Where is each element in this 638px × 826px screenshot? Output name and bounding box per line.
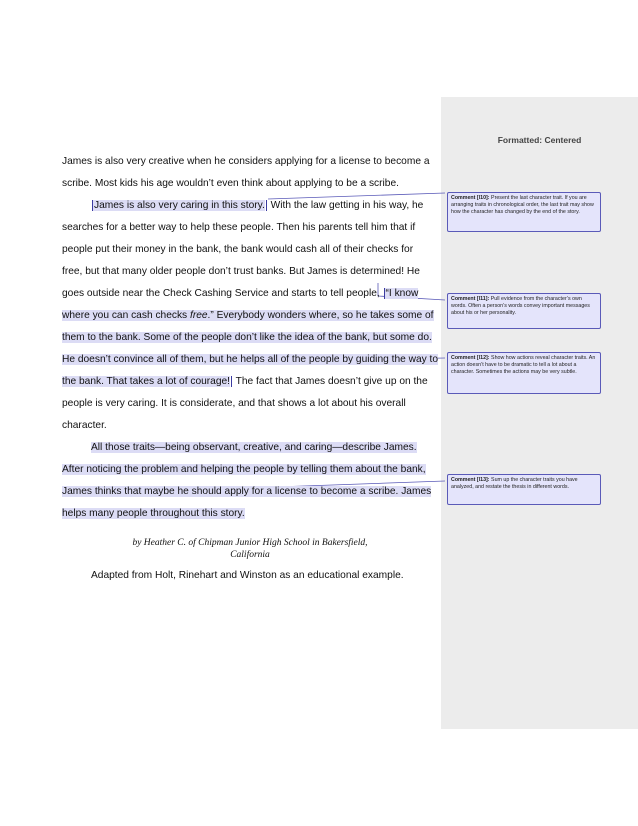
paragraph-line: James is also very creative when he considers applying for a license to become a [62,156,430,167]
highlighted-text[interactable]: them to the bank. Some of the people don’t like the idea of the bank, but some do. [62,332,432,343]
comment-anchor: With the law getting in his way, he [267,200,424,211]
comment-l12[interactable] [447,352,601,394]
comment-l13[interactable] [447,474,601,505]
highlighted-text[interactable]: After noticing the problem and helping the people by telling them about the bank, [62,464,426,475]
paragraph-line: searches for a better way to help these people. Then his parents tell him that if [62,222,416,233]
paragraph-line: people put their money in the bank, the bank would cash all of their checks for [62,244,414,255]
comment-text: Present the last character trait. If you are arranging traits in chronological order, the last trait may show how the character has changed by the end of the story. [451,195,594,215]
highlighted-italic[interactable]: free [189,310,208,321]
highlighted-text[interactable]: helps many people throughout this story. [62,508,245,519]
paragraph-line [62,309,434,323]
paragraph-line: scribe. Most kids his age wouldn’t even think about applying to be a scribe. [62,178,399,189]
paragraph-line [62,375,428,389]
highlighted-text[interactable]: the bank. That takes a lot of courage! [62,376,231,387]
paragraph-line [62,287,418,301]
paragraph-line: free, but that many older people don’t trust banks. But James is determined! He [62,266,420,277]
highlighted-text[interactable]: James is also very caring in this story. [94,200,265,211]
paragraph-line [91,441,417,455]
paragraph-line [62,485,431,499]
comment-text: Pull evidence from the character’s own words. Often a person’s words convey important messages about his or her personality. [451,296,590,316]
paragraph-line: character. [62,420,107,431]
comment-title: Comment [l10]: [451,195,490,201]
author-credit-line: by Heather C. of Chipman Junior High School in Bakersfield, [132,538,368,548]
highlighted-text[interactable]: All those traits—being observant, creative, and caring—describe James. [91,442,417,453]
paragraph-line [91,199,423,213]
formatting-note: Formatted: Centered [497,135,582,145]
comment-title: Comment [l12]: [451,355,490,361]
paragraph-line: people is very caring. It is considerate, and that shows a lot about his overall [62,398,406,409]
highlighted-text[interactable]: He doesn’t convince all of them, but he helps all of the people by guiding the way to [62,354,439,365]
highlighted-text[interactable]: “I know [385,288,419,299]
paragraph-line [62,331,432,345]
paragraph-line [62,353,438,367]
paragraph-line [62,463,426,477]
comment-anchor: The fact that James doesn’t give up on the [233,376,428,387]
highlighted-text[interactable]: where you can cash checks [62,310,190,321]
paragraph-line [62,507,245,521]
highlighted-text[interactable]: Everybody wonders where, so he takes some of [213,310,434,321]
comment-text: Sum up the character traits you have analyzed, and restate the thesis in different words. [451,477,578,490]
comment-title: Comment [l11]: [451,296,490,302]
source-note: Adapted from Holt, Rinehart and Winston as an educational example. [91,570,404,581]
highlighted-text[interactable]: .” [207,310,214,321]
comment-text: Show how actions reveal character traits. An action doesn’t have to be dramatic to tell a lot about a character. Sometimes the actions may be very subtle. [451,355,596,375]
highlighted-text[interactable]: James thinks that maybe he should apply for a license to become a scribe. James [62,486,432,497]
comment-l10[interactable] [447,192,601,232]
author-credit-line: California [230,550,270,560]
author-credit [120,537,380,561]
plain-text: goes outside near the Check Cashing Service and starts to tell people, [62,288,383,299]
comment-l11[interactable] [447,293,601,329]
comment-title: Comment [l13]: [451,477,490,483]
